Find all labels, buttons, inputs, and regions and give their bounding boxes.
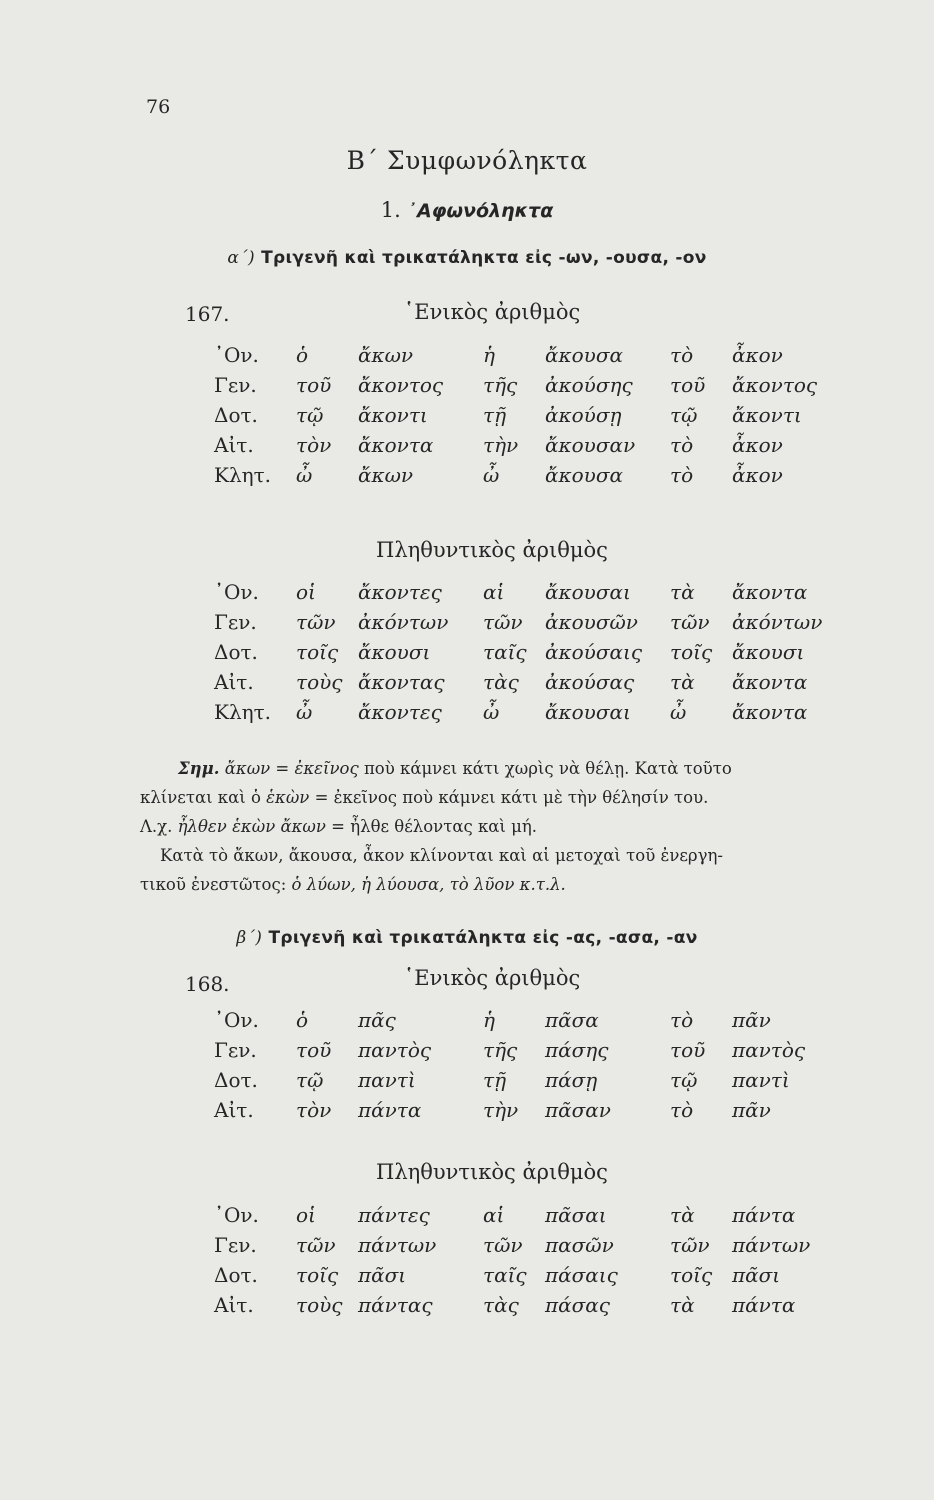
masc-article-cell: ὦ	[296, 463, 313, 487]
case-cell: Δοτ.	[214, 1068, 258, 1092]
note-line-4: Κατὰ τὸ ἄκων, ἄκουσα, ἆκον κλίνονται καὶ αἱ μετοχαὶ τοῦ ἐνεργη-	[160, 846, 723, 865]
fem-form-cell: ἄκουσαι	[545, 700, 631, 724]
neut-article-cell: τὰ	[670, 670, 695, 694]
declension-row	[214, 460, 857, 490]
neut-form-cell: ἄκοντα	[732, 700, 808, 724]
plural-title-168: Πληθυντικὸς ἀριθμὸς	[376, 1160, 608, 1184]
neut-article-cell: τὰ	[670, 580, 695, 604]
neut-article-cell: τὸ	[670, 1008, 694, 1032]
masc-form-cell: πάντας	[358, 1293, 433, 1317]
fem-form-cell: ἀκούσας	[545, 670, 635, 694]
declension-row	[214, 697, 857, 727]
fem-article-cell: ἡ	[483, 343, 495, 367]
fem-form-cell: ἀκουσῶν	[545, 610, 638, 634]
fem-article-cell: τῶν	[483, 610, 523, 634]
singular-table-167	[214, 340, 857, 490]
fem-form-cell: ἄκουσαι	[545, 580, 631, 604]
note-line-3-b: ἦλθεν ἑκὼν ἄκων	[177, 817, 326, 836]
masc-form-cell: ἄκων	[358, 343, 414, 367]
case-cell: Αἰτ.	[214, 1293, 254, 1317]
neut-form-cell: ἆκον	[732, 433, 783, 457]
fem-form-cell: ἄκουσαν	[545, 433, 636, 457]
subtitle-text: ᾿Αφωνόληκτα	[407, 200, 554, 222]
declension-row	[214, 1290, 857, 1320]
case-cell: Κλητ.	[214, 463, 272, 487]
masc-article-cell: τὸν	[296, 1098, 332, 1122]
masc-form-cell: ἄκοντες	[358, 580, 442, 604]
note-line-1	[140, 754, 820, 783]
declension-row	[214, 637, 857, 667]
neut-article-cell: τὰ	[670, 1203, 695, 1227]
section-a-heading-text: Τριγενῆ καὶ τρικατάληκτα εἰς -ων, -ουσα, -ον	[261, 248, 707, 268]
declension-row	[214, 1230, 857, 1260]
neut-article-cell: τῶν	[670, 1233, 710, 1257]
case-cell: Δοτ.	[214, 403, 258, 427]
fem-article-cell: αἱ	[483, 1203, 505, 1227]
fem-article-cell: τὰς	[483, 1293, 519, 1317]
masc-form-cell: ἄκοντι	[358, 403, 428, 427]
neut-article-cell: τῷ	[670, 403, 698, 427]
plural-title-167: Πληθυντικὸς ἀριθμὸς	[376, 538, 608, 562]
neut-article-cell: τοῦ	[670, 1038, 706, 1062]
declension-row	[214, 1005, 857, 1035]
fem-article-cell: αἱ	[483, 580, 505, 604]
masc-form-cell: ἄκων	[358, 463, 414, 487]
masc-article-cell: οἱ	[296, 580, 316, 604]
case-cell: Γεν.	[214, 1233, 257, 1257]
section-b-label: β΄)	[236, 928, 263, 948]
section-a-heading	[0, 248, 934, 268]
plural-table-167	[214, 577, 857, 727]
fem-form-cell: πάσαις	[545, 1263, 618, 1287]
masc-form-cell: πάντες	[358, 1203, 430, 1227]
masc-article-cell: τῷ	[296, 1068, 324, 1092]
note-line-5	[140, 870, 820, 899]
neut-article-cell: τὸ	[670, 463, 694, 487]
neut-form-cell: ἀκόντων	[732, 610, 823, 634]
singular-title-167: ῾Ενικὸς ἀριθμὸς	[403, 300, 581, 324]
section-b-heading-text: Τριγενῆ καὶ τρικατάληκτα εἰς -ας, -ασα, -αν	[268, 928, 698, 948]
case-cell: Γεν.	[214, 1038, 257, 1062]
fem-article-cell: τῆς	[483, 1038, 518, 1062]
neut-article-cell: ὦ	[670, 700, 687, 724]
note-line-2-a: κλίνεται καὶ ὁ	[140, 788, 261, 807]
masc-article-cell: ὁ	[296, 1008, 309, 1032]
neut-form-cell: ἆκον	[732, 463, 783, 487]
case-cell: Αἰτ.	[214, 433, 254, 457]
case-cell: Αἰτ.	[214, 1098, 254, 1122]
singular-title-168: ῾Ενικὸς ἀριθμὸς	[403, 966, 581, 990]
neut-form-cell: παντὸς	[732, 1038, 806, 1062]
masc-form-cell: ἄκοντας	[358, 670, 445, 694]
case-cell: ᾿Ον.	[214, 343, 259, 367]
neut-form-cell: ἆκον	[732, 343, 783, 367]
neut-article-cell: τὸ	[670, 433, 694, 457]
masc-form-cell: ἄκοντα	[358, 433, 434, 457]
declension-row	[214, 430, 857, 460]
masc-article-cell: τοῦ	[296, 1038, 332, 1062]
fem-form-cell: πᾶσαν	[545, 1098, 611, 1122]
fem-article-cell: ταῖς	[483, 640, 527, 664]
masc-form-cell: ἄκουσι	[358, 640, 431, 664]
case-cell: Γεν.	[214, 373, 257, 397]
masc-article-cell: τὸν	[296, 433, 332, 457]
declension-row	[214, 340, 857, 370]
fem-form-cell: ἀκούσῃ	[545, 403, 622, 427]
case-cell: Δοτ.	[214, 640, 258, 664]
declension-row	[214, 577, 857, 607]
note-line-2-b: ἑκὼν	[266, 788, 310, 807]
masc-article-cell: οἱ	[296, 1203, 316, 1227]
declension-row	[214, 1260, 857, 1290]
neut-article-cell: τῶν	[670, 610, 710, 634]
fem-article-cell: ὦ	[483, 463, 500, 487]
declension-row	[214, 1095, 857, 1125]
paragraph-number-168: 168.	[185, 972, 230, 996]
masc-form-cell: παντὸς	[358, 1038, 432, 1062]
neut-article-cell: τοῖς	[670, 1263, 713, 1287]
masc-form-cell: ἄκοντος	[358, 373, 444, 397]
section-a-label: α΄)	[227, 248, 255, 268]
singular-table-168	[214, 1005, 857, 1125]
masc-article-cell: τῷ	[296, 403, 324, 427]
note-line-3-c: = ἦλθε θέλοντας καὶ μή.	[331, 817, 537, 836]
masc-article-cell: τοῦ	[296, 373, 332, 397]
declension-row	[214, 1065, 857, 1095]
neut-article-cell: τῷ	[670, 1068, 698, 1092]
note-line-2-c: = ἐκεῖνος ποὺ κάμνει κάτι μὲ τὴν θέλησίν του.	[314, 788, 709, 807]
fem-article-cell: τὴν	[483, 1098, 519, 1122]
fem-article-cell: ἡ	[483, 1008, 495, 1032]
case-cell: Δοτ.	[214, 1263, 258, 1287]
page-number: 76	[146, 96, 171, 118]
masc-article-cell: τοῖς	[296, 1263, 339, 1287]
note	[140, 754, 820, 899]
declension-row	[214, 1035, 857, 1065]
note-label: Σημ.	[178, 759, 220, 778]
fem-article-cell: τῶν	[483, 1233, 523, 1257]
case-cell: ᾿Ον.	[214, 580, 259, 604]
fem-article-cell: τῇ	[483, 403, 507, 427]
masc-form-cell: παντὶ	[358, 1068, 416, 1092]
subtitle	[0, 198, 934, 222]
neut-article-cell: τοῖς	[670, 640, 713, 664]
neut-form-cell: πάντα	[732, 1203, 796, 1227]
fem-article-cell: ταῖς	[483, 1263, 527, 1287]
note-line-5-a: τικοῦ ἐνεστῶτος:	[140, 875, 287, 894]
plural-table-168	[214, 1200, 857, 1320]
declension-row	[214, 667, 857, 697]
neut-form-cell: ἄκοντα	[732, 580, 808, 604]
fem-form-cell: ἀκούσης	[545, 373, 633, 397]
masc-article-cell: τῶν	[296, 610, 336, 634]
masc-article-cell: τοῖς	[296, 640, 339, 664]
neut-form-cell: ἄκοντος	[732, 373, 818, 397]
declension-row	[214, 607, 857, 637]
declension-row	[214, 1200, 857, 1230]
fem-form-cell: πασῶν	[545, 1233, 614, 1257]
fem-article-cell: τῇ	[483, 1068, 507, 1092]
neut-form-cell: ἄκουσι	[732, 640, 805, 664]
case-cell: ᾿Ον.	[214, 1203, 259, 1227]
declension-row	[214, 400, 857, 430]
masc-article-cell: ὦ	[296, 700, 313, 724]
neut-form-cell: ἄκοντι	[732, 403, 802, 427]
fem-article-cell: ὦ	[483, 700, 500, 724]
neut-form-cell: πάντων	[732, 1233, 811, 1257]
neut-article-cell: τοῦ	[670, 373, 706, 397]
masc-form-cell: ἀκόντων	[358, 610, 449, 634]
paragraph-number-167: 167.	[185, 302, 230, 326]
declension-row	[214, 370, 857, 400]
fem-form-cell: ἄκουσα	[545, 343, 623, 367]
neut-form-cell: πάντα	[732, 1293, 796, 1317]
masc-form-cell: ἄκοντες	[358, 700, 442, 724]
note-line-1-b: ποὺ κάμνει κάτι χωρὶς νὰ θέλῃ. Κατὰ τοῦτο	[363, 759, 732, 778]
neut-article-cell: τὰ	[670, 1293, 695, 1317]
case-cell: Αἰτ.	[214, 670, 254, 694]
masc-form-cell: πάντων	[358, 1233, 437, 1257]
fem-form-cell: πάσας	[545, 1293, 611, 1317]
fem-form-cell: πάσῃ	[545, 1068, 598, 1092]
note-line-3	[140, 812, 820, 841]
neut-article-cell: τὸ	[670, 1098, 694, 1122]
fem-form-cell: πᾶσα	[545, 1008, 599, 1032]
note-line-5-b: ὁ λύων, ἡ λύουσα, τὸ λῦον κ.τ.λ.	[291, 875, 566, 894]
fem-article-cell: τὴν	[483, 433, 519, 457]
fem-form-cell: ἀκούσαις	[545, 640, 643, 664]
masc-form-cell: πᾶς	[358, 1008, 396, 1032]
fem-article-cell: τῆς	[483, 373, 518, 397]
masc-article-cell: τοὺς	[296, 670, 343, 694]
fem-article-cell: τὰς	[483, 670, 519, 694]
masc-form-cell: πᾶσι	[358, 1263, 407, 1287]
fem-form-cell: πᾶσαι	[545, 1203, 607, 1227]
section-b-heading	[0, 928, 934, 948]
neut-form-cell: πᾶν	[732, 1098, 771, 1122]
subtitle-number: 1.	[380, 198, 401, 222]
note-line-2	[140, 783, 820, 812]
case-cell: Γεν.	[214, 610, 257, 634]
neut-form-cell: ἄκοντα	[732, 670, 808, 694]
case-cell: Κλητ.	[214, 700, 272, 724]
neut-form-cell: πᾶν	[732, 1008, 771, 1032]
case-cell: ᾿Ον.	[214, 1008, 259, 1032]
fem-form-cell: πάσης	[545, 1038, 609, 1062]
masc-article-cell: τῶν	[296, 1233, 336, 1257]
masc-article-cell: τοὺς	[296, 1293, 343, 1317]
neut-form-cell: παντὶ	[732, 1068, 790, 1092]
note-line-3-a: Λ.χ.	[140, 817, 173, 836]
masc-form-cell: πάντα	[358, 1098, 422, 1122]
note-line-1-a: ἄκων = ἐκεῖνος	[224, 759, 359, 778]
neut-form-cell: πᾶσι	[732, 1263, 781, 1287]
page-title: Β΄ Συμφωνόληκτα	[346, 146, 588, 175]
fem-form-cell: ἄκουσα	[545, 463, 623, 487]
neut-article-cell: τὸ	[670, 343, 694, 367]
masc-article-cell: ὁ	[296, 343, 309, 367]
